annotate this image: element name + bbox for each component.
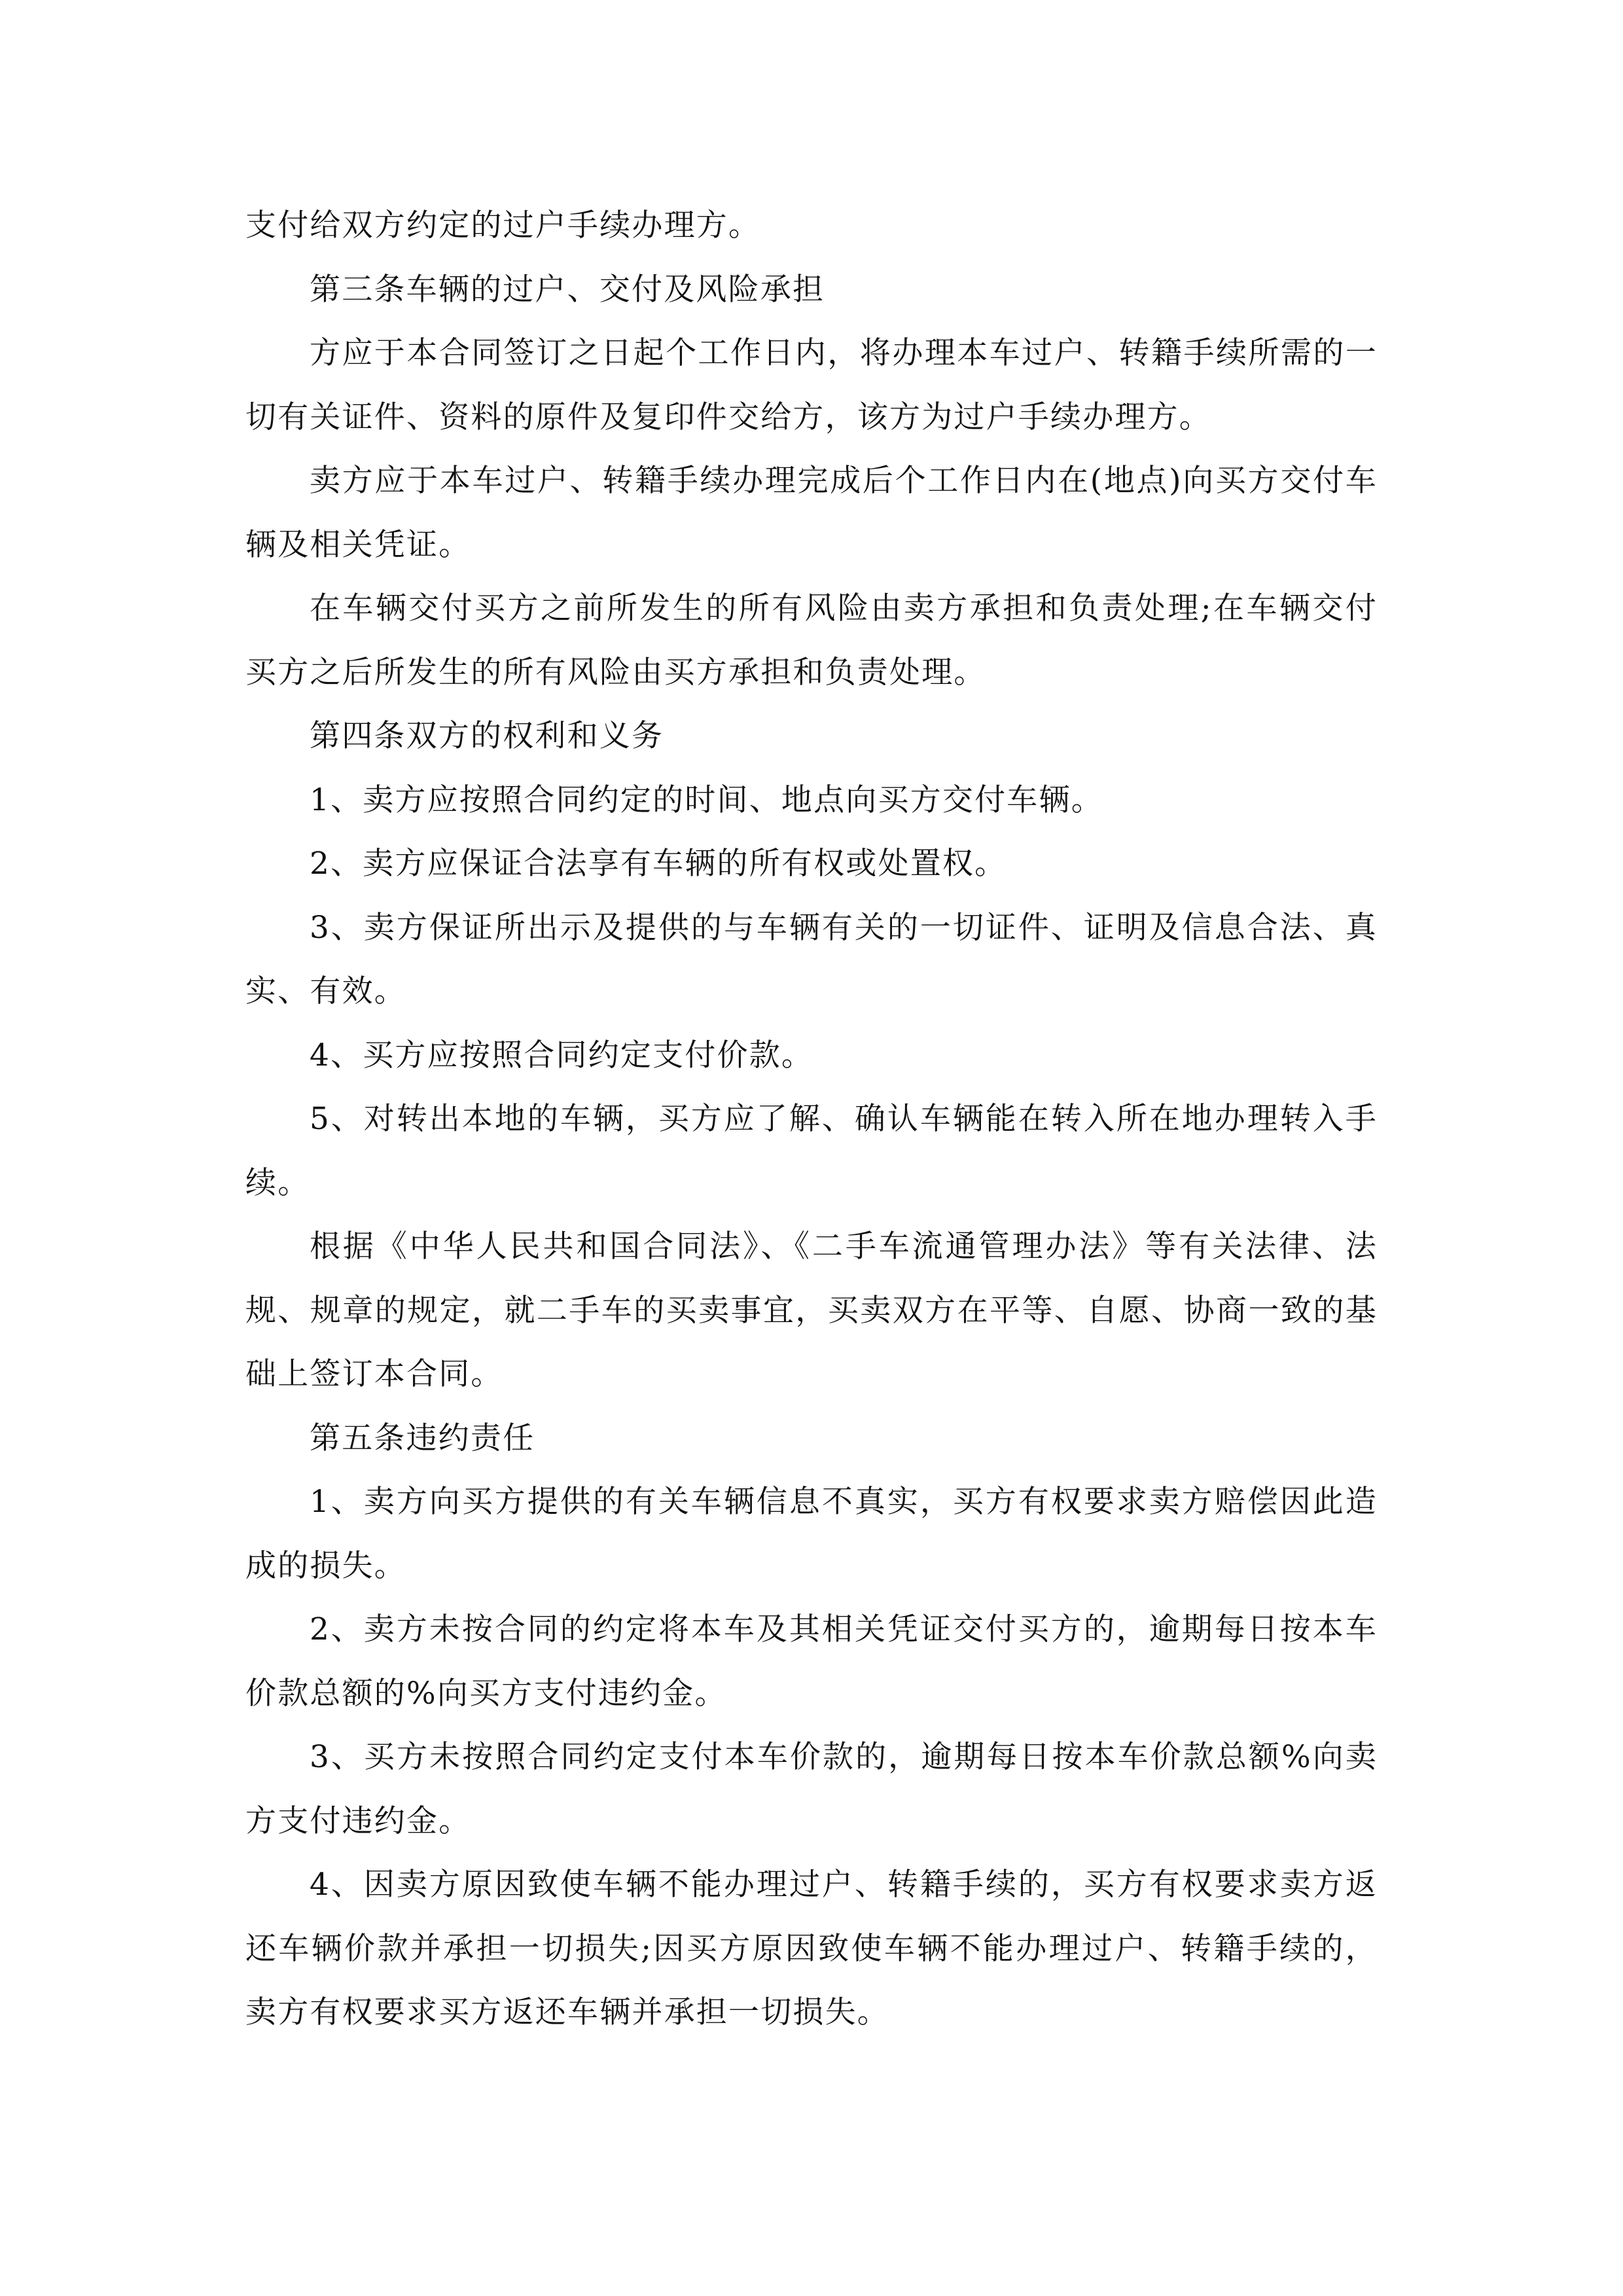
list-item: 1、卖方应按照合同约定的时间、地点向买方交付车辆。 [310, 781, 1103, 818]
document-body [245, 194, 1378, 2045]
section-heading: 第三条车辆的过户、交付及风险承担 [310, 271, 825, 308]
section-heading: 第五条违约责任 [310, 1420, 535, 1456]
list-item: 4、因卖方原因致使车辆不能办理过户、转籍手续的，买方有权要求卖方返还车辆价款并承担一切损失;因买方原因致使车辆不能办理过户、转籍手续的，卖方有权要求买方返还车辆并承担一切损失。 [245, 1867, 1378, 2030]
paragraph: 根据《中华人民共和国合同法》、《二手车流通管理办法》等有关法律、法规、规章的规定，就二手车的买卖事宜，买卖双方在平等、自愿、协商一致的基础上签订本合同。 [245, 1229, 1378, 1392]
list-item: 1、卖方向买方提供的有关车辆信息不真实，买方有权要求卖方赔偿因此造成的损失。 [245, 1484, 1378, 1584]
list-item: 5、对转出本地的车辆，买方应了解、确认车辆能在转入所在地办理转入手续。 [245, 1101, 1378, 1201]
paragraph: 方应于本合同签订之日起个工作日内，将办理本车过户、转籍手续所需的一切有关证件、资料的原件及复印件交给方，该方为过户手续办理方。 [245, 335, 1378, 435]
list-item: 3、卖方保证所出示及提供的与车辆有关的一切证件、证明及信息合法、真实、有效。 [245, 909, 1378, 1009]
list-item: 4、买方应按照合同约定支付价款。 [310, 1037, 814, 1073]
list-item: 2、卖方应保证合法享有车辆的所有权或处置权。 [310, 846, 1007, 882]
section-heading: 第四条双方的权利和义务 [310, 718, 664, 754]
paragraph: 支付给双方约定的过户手续办理方。 [245, 207, 761, 243]
list-item: 3、买方未按照合同约定支付本车价款的，逾期每日按本车价款总额%向卖方支付违约金。 [245, 1739, 1378, 1839]
list-item: 2、卖方未按合同的约定将本车及其相关凭证交付买方的，逾期每日按本车价款总额的%向买方支付违约金。 [245, 1611, 1378, 1712]
paragraph: 卖方应于本车过户、转籍手续办理完成后个工作日内在(地点)向买方交付车辆及相关凭证。 [245, 463, 1378, 563]
paragraph: 在车辆交付买方之前所发生的所有风险由卖方承担和负责处理;在车辆交付买方之后所发生的所有风险由买方承担和负责处理。 [245, 590, 1378, 691]
